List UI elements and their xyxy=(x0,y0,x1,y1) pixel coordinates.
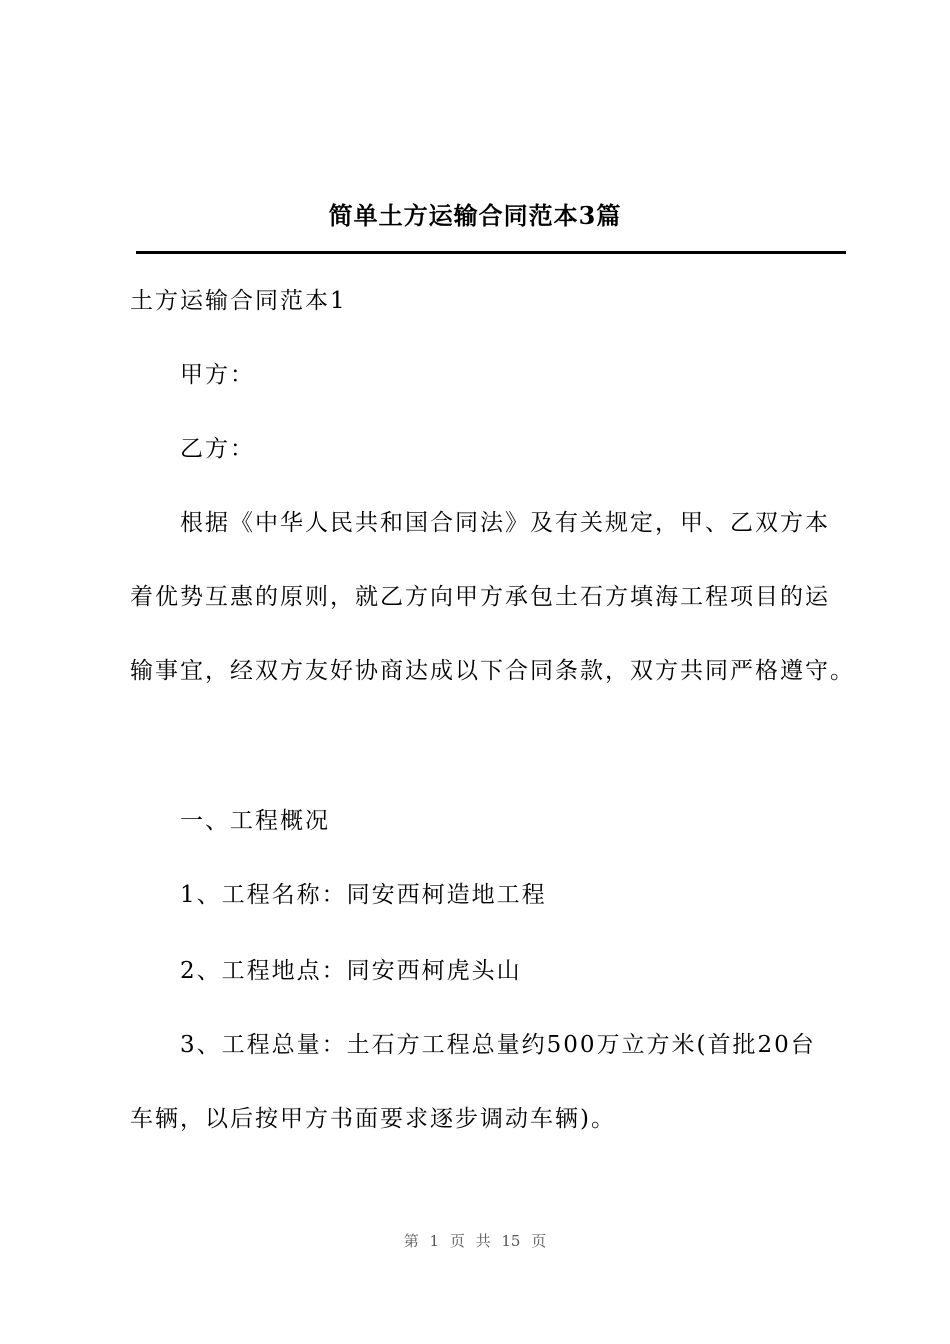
intro-line-1: 根据《中华人民共和国合同法》及有关规定，甲、乙双方本 xyxy=(180,510,830,536)
title-underline xyxy=(136,251,846,254)
intro-line-2: 着优势互惠的原则，就乙方向甲方承包土石方填海工程项目的运 xyxy=(130,584,830,610)
party-b-label: 乙方： xyxy=(180,436,255,462)
item-project-name: 1、工程名称：同安西柯造地工程 xyxy=(180,882,547,908)
intro-line-3: 输事宜，经双方友好协商达成以下合同条款，双方共同严格遵守。 xyxy=(130,658,855,684)
item-project-volume-cont: 车辆，以后按甲方书面要求逐步调动车辆)。 xyxy=(130,1106,616,1132)
item-project-location: 2、工程地点：同安西柯虎头山 xyxy=(180,958,522,984)
section-title: 土方运输合同范本1 xyxy=(130,288,347,314)
page-footer: 第 1 页 共 15 页 xyxy=(403,1232,547,1250)
item-project-volume: 3、工程总量：土石方工程总量约500万立方米(首批20台 xyxy=(180,1032,816,1058)
heading-project-overview: 一、工程概况 xyxy=(180,808,330,834)
document-title: 简单土方运输合同范本3篇 xyxy=(328,201,622,230)
party-a-label: 甲方： xyxy=(180,362,255,388)
